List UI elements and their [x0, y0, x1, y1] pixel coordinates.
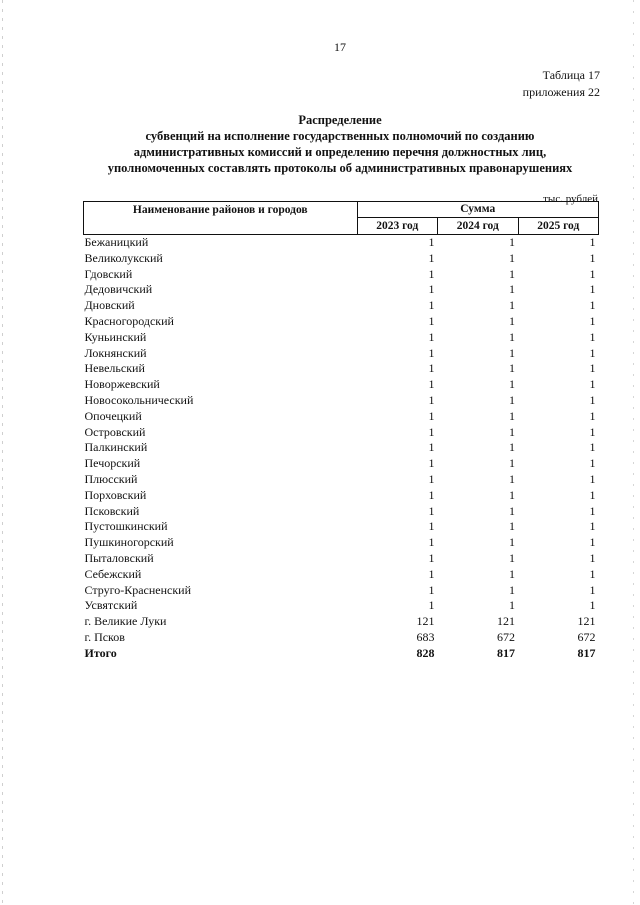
amount-2024: 1	[509, 456, 515, 471]
amount-2024: 1	[509, 361, 515, 376]
table-row	[84, 583, 599, 599]
amount-2024: 672	[497, 629, 515, 644]
district-name: Усвятский	[84, 598, 138, 613]
amount-2023: 1	[428, 598, 435, 613]
table-row	[84, 614, 599, 630]
district-name: Новосокольнический	[84, 392, 194, 407]
amount-2023: 1	[428, 361, 435, 376]
scan-edge-left	[2, 0, 3, 905]
table-row	[84, 488, 599, 504]
district-name: Невельский	[84, 361, 145, 376]
amount-2023: 1	[428, 440, 435, 455]
amount-2025: 1	[589, 345, 596, 360]
table-row	[84, 519, 599, 535]
amount-2024: 1	[509, 550, 515, 565]
district-name: Красногородский	[84, 313, 174, 328]
district-name: Псковский	[84, 503, 140, 518]
amount-2023: 1	[428, 266, 435, 281]
amount-2025: 1	[589, 519, 596, 534]
amount-2024: 1	[509, 329, 515, 344]
district-name: Островский	[84, 424, 146, 439]
amount-2025: 1	[589, 266, 596, 281]
district-name: Куньинский	[84, 329, 147, 344]
district-name: Бежаницкий	[84, 235, 149, 249]
district-name: Дедовичский	[84, 282, 153, 297]
amount-2023: 1	[428, 456, 435, 471]
amount-2024: 1	[509, 440, 515, 455]
table-row	[84, 535, 599, 551]
amount-2024: 1	[509, 392, 515, 407]
amount-2025: 1	[589, 471, 596, 486]
amount-2025: 817	[577, 645, 596, 660]
amount-2025: 1	[589, 535, 596, 550]
table-row	[84, 314, 599, 330]
district-name: Пустошкинский	[84, 519, 168, 534]
table-ref-line1: Таблица 17	[542, 68, 600, 82]
header-sum: Сумма	[357, 202, 598, 218]
amount-2024: 1	[509, 298, 515, 313]
amount-2025: 1	[589, 329, 596, 344]
amount-2023: 1	[428, 582, 435, 597]
amount-2023: 1	[428, 392, 435, 407]
table-row	[84, 504, 599, 520]
district-name: Пушкиногорский	[84, 535, 174, 550]
table-ref-line2: приложения 22	[522, 85, 600, 99]
header-year-2024: 2024 год	[438, 217, 518, 234]
header-year-2025: 2025 год	[518, 217, 599, 234]
amount-2024: 1	[509, 535, 515, 550]
amount-2024: 1	[509, 345, 515, 360]
district-name: Плюсский	[84, 471, 138, 486]
district-name: Палкинский	[84, 440, 148, 455]
district-name: Новоржевский	[84, 377, 160, 392]
amount-2023: 683	[416, 629, 435, 644]
amount-2025: 1	[589, 282, 596, 297]
amount-2025: 1	[589, 582, 596, 597]
table-row	[84, 282, 599, 298]
table-row	[84, 393, 599, 409]
amount-2025: 121	[577, 614, 596, 629]
title-line2: субвенций на исполнение государственных полномочий по созданию	[145, 129, 535, 143]
amount-2023: 1	[428, 424, 435, 439]
amount-2024: 1	[509, 313, 515, 328]
amount-2023: 1	[428, 345, 435, 360]
amount-2023: 1	[428, 250, 435, 265]
amount-2023: 1	[428, 235, 435, 249]
amount-2023: 1	[428, 282, 435, 297]
document-title	[70, 112, 610, 176]
amount-2023: 1	[428, 408, 435, 423]
amount-2023: 1	[428, 503, 435, 518]
table-row	[84, 598, 599, 614]
header-name: Наименование районов и городов	[84, 202, 358, 235]
amount-2025: 1	[589, 235, 596, 249]
amount-2024: 1	[509, 266, 515, 281]
distribution-table	[83, 201, 599, 662]
district-name: Итого	[84, 645, 117, 660]
table-row	[84, 298, 599, 314]
amount-2024: 817	[497, 645, 515, 660]
district-name: Пыталовский	[84, 550, 154, 565]
district-name: Опочецкий	[84, 408, 142, 423]
amount-2025: 1	[589, 424, 596, 439]
amount-2023: 1	[428, 377, 435, 392]
district-name: г. Псков	[84, 629, 125, 644]
amount-2025: 1	[589, 392, 596, 407]
amount-2023: 828	[416, 645, 435, 660]
amount-2024: 1	[509, 519, 515, 534]
header-year-2023: 2023 год	[357, 217, 437, 234]
amount-2025: 1	[589, 566, 596, 581]
amount-2025: 1	[589, 598, 596, 613]
table-row	[84, 377, 599, 393]
table-row	[84, 472, 599, 488]
amount-2024: 1	[509, 282, 515, 297]
amount-2023: 1	[428, 329, 435, 344]
amount-2025: 1	[589, 440, 596, 455]
district-name: Дновский	[84, 298, 135, 313]
amount-2025: 1	[589, 550, 596, 565]
table-row	[84, 346, 599, 362]
amount-2024: 1	[509, 250, 515, 265]
amount-2024: 1	[509, 377, 515, 392]
amount-2025: 1	[589, 503, 596, 518]
district-name: Порховский	[84, 487, 147, 502]
table-row	[84, 440, 599, 456]
total-row	[84, 646, 599, 662]
amount-2025: 1	[589, 408, 596, 423]
table-row	[84, 330, 599, 346]
district-name: Себежский	[84, 566, 142, 581]
amount-2023: 1	[428, 313, 435, 328]
amount-2023: 1	[428, 566, 435, 581]
table-row	[84, 361, 599, 377]
amount-2025: 1	[589, 298, 596, 313]
amount-2024: 1	[509, 235, 515, 249]
district-name: Локнянский	[84, 345, 147, 360]
table-body	[84, 235, 599, 662]
district-name: Великолукский	[84, 250, 163, 265]
title-line3: административных комиссий и определению перечня должностных лиц,	[133, 145, 547, 159]
amount-2024: 1	[509, 487, 515, 502]
table-row	[84, 551, 599, 567]
amount-2024: 1	[509, 503, 515, 518]
amount-2023: 1	[428, 298, 435, 313]
title-line1: Распределение	[298, 113, 382, 127]
table-row	[84, 425, 599, 441]
amount-2024: 1	[509, 424, 515, 439]
amount-2025: 1	[589, 487, 596, 502]
district-name: Гдовский	[84, 266, 133, 281]
table-row	[84, 567, 599, 583]
amount-2025: 1	[589, 361, 596, 376]
amount-2025: 1	[589, 456, 596, 471]
amount-2025: 672	[577, 629, 596, 644]
amount-2024: 1	[509, 582, 515, 597]
district-name: г. Великие Луки	[84, 614, 167, 629]
page-number: 17	[334, 40, 346, 54]
amount-2024: 1	[509, 471, 515, 486]
amount-2023: 1	[428, 471, 435, 486]
units-label: тыс. рублей	[543, 193, 598, 205]
amount-2023: 1	[428, 535, 435, 550]
district-name: Струго-Красненский	[84, 582, 192, 597]
table-row	[84, 267, 599, 283]
amount-2023: 121	[416, 614, 435, 629]
amount-2024: 121	[497, 614, 515, 629]
amount-2025: 1	[589, 250, 596, 265]
district-name: Печорский	[84, 456, 141, 471]
table-row	[84, 456, 599, 472]
amount-2024: 1	[509, 566, 515, 581]
table-row	[84, 630, 599, 646]
amount-2024: 1	[509, 408, 515, 423]
scan-edge-right	[633, 0, 634, 905]
amount-2025: 1	[589, 377, 596, 392]
table-row	[84, 251, 599, 267]
table-row	[84, 235, 599, 251]
amount-2023: 1	[428, 550, 435, 565]
amount-2023: 1	[428, 487, 435, 502]
title-line4: уполномоченных составлять протоколы об административных правонарушениях	[107, 161, 573, 175]
amount-2025: 1	[589, 313, 596, 328]
amount-2023: 1	[428, 519, 435, 534]
table-row	[84, 409, 599, 425]
table-reference	[523, 67, 600, 101]
amount-2024: 1	[509, 598, 515, 613]
